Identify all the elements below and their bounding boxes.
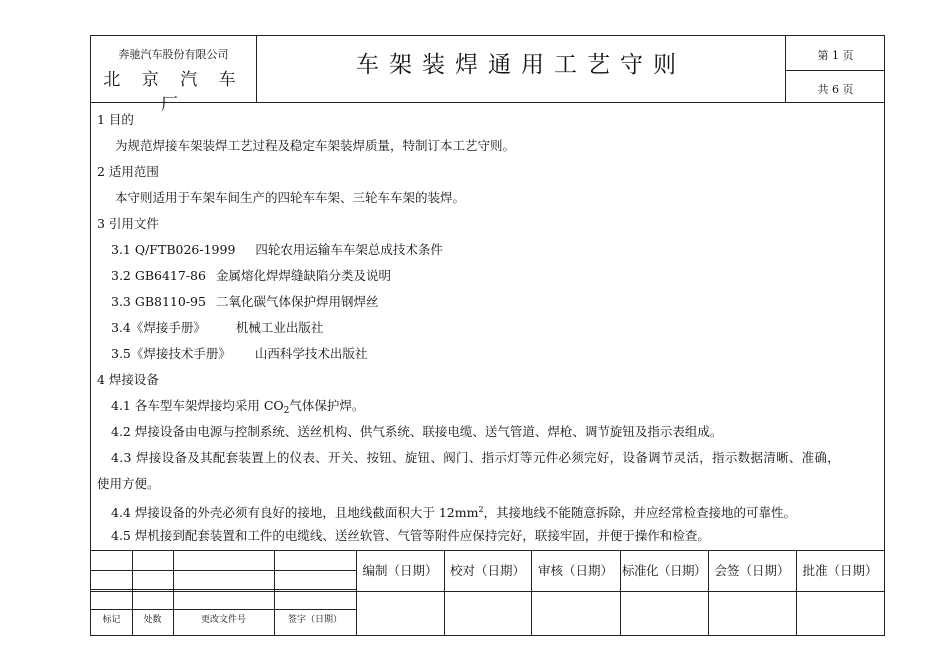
footer-row-rule <box>91 591 884 592</box>
footer-top-rule <box>91 550 884 551</box>
sign-header-approve: 批准（日期） <box>802 563 878 578</box>
revision-header-signature: 签字（日期） <box>287 615 342 625</box>
section-4-3-continued: 使用方便。 <box>97 476 160 491</box>
reference-code: 3.1 Q/FTB026-1999 <box>111 242 236 257</box>
page-total: 共 6 页 <box>817 83 854 96</box>
footer-row-rule <box>91 570 356 571</box>
section-4-4-text: 4.4 焊接设备的外壳必须有良好的接地，且地线截面积大于 12mm <box>111 505 479 520</box>
section-1-text: 为规范焊接车架装焊工艺过程及稳定车架装焊质量，特制订本工艺守则。 <box>115 138 516 153</box>
section-2-heading: 2 适用范围 <box>97 164 159 179</box>
footer-row-rule <box>91 589 356 590</box>
co2-subscript: 2 <box>283 406 290 416</box>
section-4-4 <box>97 502 878 521</box>
reference-code: 3.2 GB6417-86 <box>111 268 206 283</box>
reference-item <box>97 242 878 258</box>
page-current: 第 1 页 <box>817 49 854 62</box>
section-1-heading: 1 目的 <box>97 112 134 127</box>
reference-code: 3.5《焊接技术手册》 <box>111 346 231 361</box>
reference-item <box>97 320 878 336</box>
sign-header-compile: 编制（日期） <box>362 563 438 578</box>
section-2-text: 本守则适用于车架车间生产的四轮车车架、三轮车车架的装焊。 <box>115 190 466 205</box>
section-4-3: 4.3 焊接设备及其配套装置上的仪表、开关、按钮、旋钮、阀门、指示灯等元件必须完好，设备调节灵活，指示数据清晰、准确， <box>111 450 841 465</box>
section-4-4-text-end: ，其接地线不能随意拆除，并应经常检查接地的可靠性。 <box>483 505 797 520</box>
section-4-1-text-end: 气体保护焊。 <box>289 398 365 413</box>
section-4-1 <box>97 398 878 419</box>
reference-title: 机械工业出版社 <box>235 320 324 335</box>
sign-header-proofread: 校对（日期） <box>449 563 525 578</box>
document-title: 车架装焊通用工艺守则 <box>356 52 686 78</box>
revision-header-change-doc: 更改文件号 <box>200 615 246 625</box>
section-4-heading: 4 焊接设备 <box>97 372 159 387</box>
section-4-5: 4.5 焊机接到配套装置和工件的电缆线、送丝软管、气管等附件应保持完好，联接牢固，并便于操作和检查。 <box>111 528 710 543</box>
sign-header-standardization: 标准化（日期） <box>621 563 706 578</box>
sign-header-review: 审核（日期） <box>537 563 613 578</box>
revision-header-count: 处数 <box>143 615 162 625</box>
reference-code: 3.3 GB8110-95 <box>111 294 206 309</box>
reference-title: 二氧化碳气体保护焊用钢焊丝 <box>215 294 379 309</box>
reference-item <box>97 346 878 362</box>
section-4-2: 4.2 焊接设备由电源与控制系统、送丝机构、供气系统、联接电缆、送气管道、焊枪、调节旋钮及指示表组成。 <box>111 424 723 439</box>
reference-title: 金属熔化焊焊缝缺陷分类及说明 <box>215 268 391 283</box>
revision-header-mark: 标记 <box>102 615 121 625</box>
company-name: 奔驰汽车股份有限公司 <box>118 48 229 61</box>
mm2-superscript: 2 <box>478 505 484 514</box>
reference-code: 3.4《焊接手册》 <box>111 320 206 335</box>
factory-name: 北 京 汽 车 厂 <box>103 70 244 115</box>
reference-title: 四轮农用运输车车架总成技术条件 <box>255 242 443 257</box>
reference-item <box>97 268 878 284</box>
reference-item <box>97 294 878 310</box>
sign-header-countersign: 会签（日期） <box>714 563 790 578</box>
page-box-divider <box>785 70 884 71</box>
section-4-1-text: 4.1 各车型车架焊接均采用 CO <box>111 398 284 413</box>
document-frame <box>90 35 885 636</box>
reference-title: 山西科学技术出版社 <box>254 346 368 361</box>
section-3-heading: 3 引用文件 <box>97 216 159 231</box>
footer-row-rule <box>91 609 356 610</box>
